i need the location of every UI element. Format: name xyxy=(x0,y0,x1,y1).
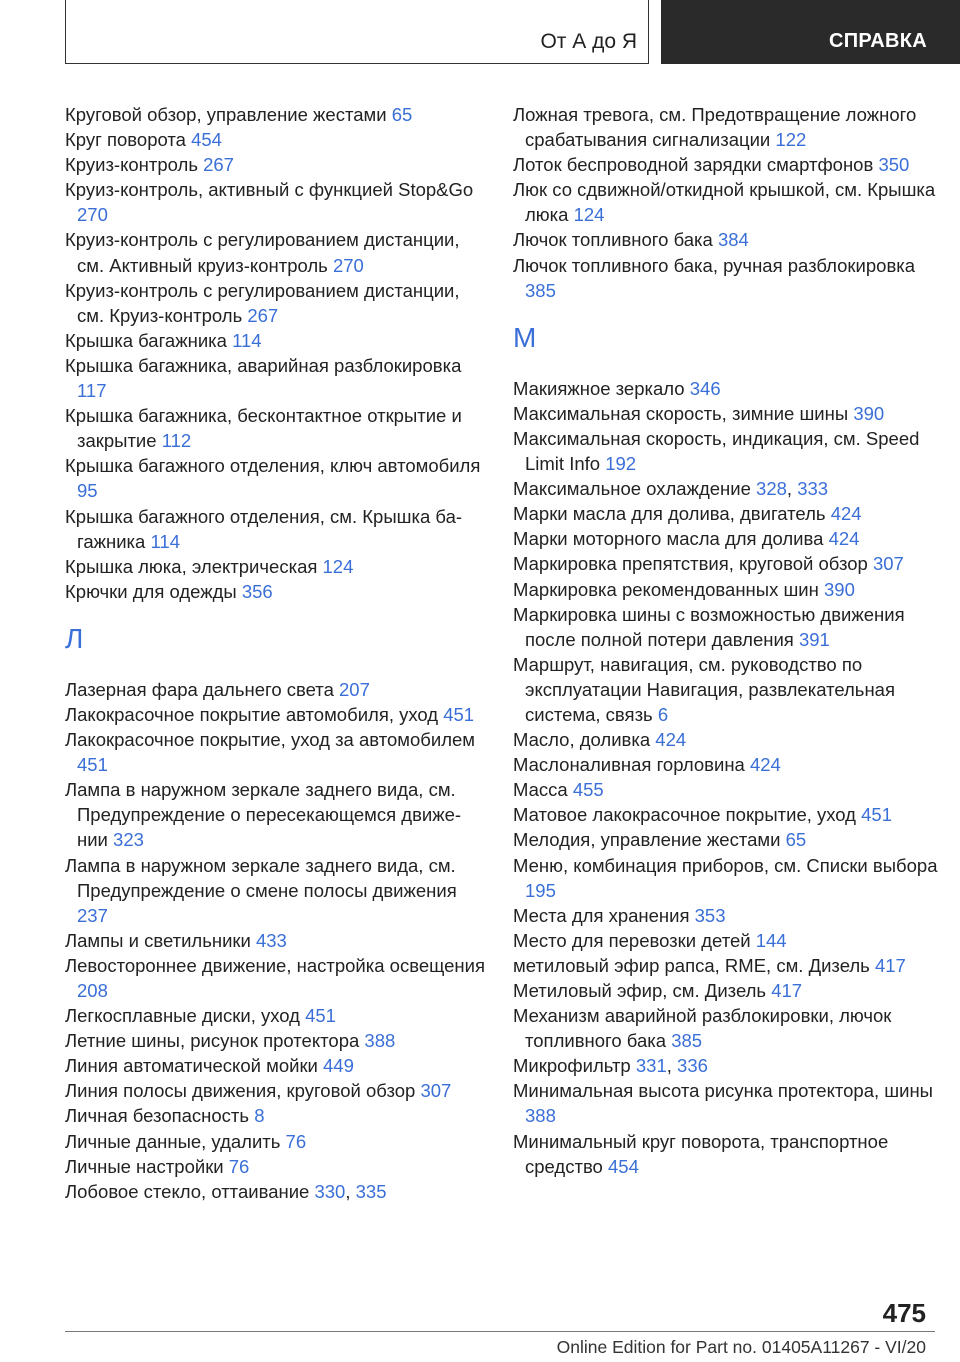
section-gap xyxy=(513,364,938,376)
index-entry-text: Маршрут, навигация, см. руководство по эксплуатации Навигация, развлекательная система, связь xyxy=(513,653,895,725)
index-entry xyxy=(513,802,938,827)
index-entry-text: Личные данные, удалить xyxy=(65,1130,281,1152)
page-link[interactable]: 65 xyxy=(785,829,807,851)
index-entry-text: Макияжное зеркало xyxy=(513,377,685,399)
index-entry-text: Марки моторного масла для долива xyxy=(513,528,824,550)
index-entry xyxy=(65,1053,485,1078)
page-link[interactable]: 307 xyxy=(420,1080,452,1102)
index-entry-text: Круиз-контроль, активный с функцией Stop&Go xyxy=(65,179,474,201)
index-entry xyxy=(65,777,485,852)
index-entry-text: Крышка люка, электрическая xyxy=(65,555,318,577)
index-entry xyxy=(513,978,938,1003)
page-link[interactable]: 451 xyxy=(861,804,892,826)
index-entry xyxy=(513,1129,938,1179)
section-tab[interactable] xyxy=(661,0,960,64)
index-entry xyxy=(513,177,938,227)
index-entry xyxy=(513,401,938,426)
index-entry-text: метиловый эфир рапса, RME, см. Дизель xyxy=(513,954,870,976)
index-entry-text: Место для перевозки детей xyxy=(513,929,751,951)
index-entry xyxy=(513,227,938,252)
page-link[interactable]: 390 xyxy=(853,402,885,424)
index-column-right xyxy=(513,102,938,1179)
index-entry xyxy=(65,1003,485,1028)
index-entry-text: Крышка багажника, аварийная разблокировка xyxy=(65,354,462,376)
index-entry-text: Лючок топливного бака, ручная разблокировка xyxy=(513,254,916,276)
index-entry-text: Меню, комбинация приборов, см. Списки выбора xyxy=(513,854,938,876)
index-entry xyxy=(65,727,485,777)
index-entry-text: Крышка багажника xyxy=(65,329,227,351)
index-entry-text: Крючки для одежды xyxy=(65,580,237,602)
index-entry xyxy=(513,102,938,152)
index-entry-text: Маркировка шины с возможностью движения после полной потери давления xyxy=(513,603,905,650)
page-link[interactable]: 451 xyxy=(305,1005,336,1027)
index-entry-text: Лазерная фара дальнего света xyxy=(65,678,334,700)
index-entry xyxy=(65,953,485,1003)
page-link[interactable]: 424 xyxy=(830,503,862,525)
page-link[interactable]: 192 xyxy=(605,453,637,475)
page-link[interactable]: 307 xyxy=(872,553,904,575)
page-link[interactable]: 388 xyxy=(364,1030,396,1052)
page-link[interactable]: 335 xyxy=(355,1180,387,1202)
page-link[interactable]: 391 xyxy=(798,628,830,650)
index-entry: Лобовое стекло, оттаивание 330, 335 xyxy=(65,1180,387,1202)
index-entry: Микрофильтр 331, 336 xyxy=(513,1055,708,1077)
index-entry-text: Круиз-контроль с регулированием дистанции, см. Круиз-контроль xyxy=(65,279,460,326)
page-link[interactable]: 424 xyxy=(749,754,781,776)
index-entry xyxy=(513,953,938,978)
page-link[interactable]: 454 xyxy=(191,129,222,151)
index-entry-text: Круиз-контроль xyxy=(65,154,198,176)
index-entry-text: Минимальная высота рисунка протектора, шины xyxy=(513,1080,933,1102)
page-link[interactable]: 384 xyxy=(717,229,749,251)
index-entry-text: Лючок топливного бака xyxy=(513,229,713,251)
section-tab-label: СПРАВКА xyxy=(828,30,927,52)
page-link[interactable]: 417 xyxy=(771,980,803,1001)
page-number: 475 xyxy=(882,1298,926,1328)
page-link[interactable]: 417 xyxy=(874,954,906,976)
page-link[interactable]: 424 xyxy=(655,729,687,751)
index-entry xyxy=(513,928,938,953)
index-entry-text: Лобовое стекло, оттаивание xyxy=(65,1180,310,1202)
index-entry-text: Маркировка рекомендованных шин xyxy=(513,578,819,600)
edition-text: Online Edition for Part no. 01405A11267 - VI/20 xyxy=(556,1337,926,1357)
page-link[interactable]: 95 xyxy=(77,480,98,502)
page-link[interactable]: 424 xyxy=(828,528,860,550)
page-link[interactable]: 267 xyxy=(203,154,234,176)
index-entry xyxy=(513,727,938,752)
page-link[interactable]: 455 xyxy=(572,779,604,801)
page-link[interactable]: 433 xyxy=(255,929,287,951)
index-entry xyxy=(65,127,485,152)
page-link[interactable]: 144 xyxy=(755,929,787,951)
page-link[interactable]: 117 xyxy=(77,380,107,402)
index-entry xyxy=(65,1129,485,1154)
page-link[interactable]: 270 xyxy=(77,204,108,226)
index-entry-text: Максимальная скорость, зимние шины xyxy=(513,402,849,424)
page-link[interactable]: 356 xyxy=(241,580,273,602)
index-entry xyxy=(65,1028,485,1053)
index-entry xyxy=(513,253,938,303)
index-entry: Максимальное охлаждение 328, 333 xyxy=(513,478,829,500)
page-link[interactable]: 76 xyxy=(285,1130,307,1152)
page-link[interactable]: 388 xyxy=(525,1105,556,1127)
index-entry-text: Крышка багажного отделения, ключ автомобиля xyxy=(65,455,481,477)
page-link[interactable]: 353 xyxy=(694,904,726,926)
index-entry-text: Метиловый эфир, см. Дизель xyxy=(513,980,767,1001)
index-entry-text: Линия полосы движения, круговой обзор xyxy=(65,1080,416,1102)
index-entry-text: Механизм аварийной разблокировки, лючок топливного бака xyxy=(513,1005,892,1052)
index-entry-text: Минимальный круг поворота, транспортное средство xyxy=(513,1130,889,1177)
page-link[interactable]: 237 xyxy=(77,904,108,926)
index-entry-text: Максимальное охлаждение xyxy=(513,478,751,500)
breadcrumb[interactable]: От А до Я xyxy=(540,30,637,53)
page-link[interactable]: 124 xyxy=(322,555,354,577)
index-entry xyxy=(65,177,485,227)
page-link[interactable]: 385 xyxy=(525,279,556,301)
index-entry-text: Лампы и светильники xyxy=(65,929,251,951)
page-link[interactable]: 8 xyxy=(254,1105,265,1127)
index-entry-text: Лоток беспроводной зарядки смартфонов xyxy=(513,154,874,176)
page-link[interactable]: 390 xyxy=(824,578,855,600)
page-link[interactable]: 6 xyxy=(657,703,669,725)
index-entry xyxy=(65,677,485,702)
page-link[interactable]: 122 xyxy=(775,129,807,151)
index-entry xyxy=(513,602,938,652)
index-entry-text: Места для хранения xyxy=(513,904,690,926)
index-entry xyxy=(513,376,938,401)
index-entry xyxy=(65,102,485,127)
page-link[interactable]: 114 xyxy=(150,530,180,552)
page-link[interactable]: 323 xyxy=(113,829,144,851)
section-heading xyxy=(65,604,485,665)
index-entry xyxy=(65,928,485,953)
index-entry-text: Маркировка препятствия, круговой обзор xyxy=(513,553,868,575)
page-link[interactable]: 346 xyxy=(689,377,721,399)
index-entry-text: Легкосплавные диски, уход xyxy=(65,1005,300,1027)
index-entry xyxy=(513,903,938,928)
index-entry xyxy=(65,278,485,328)
index-entry xyxy=(513,426,938,476)
index-entry-text: Летние шины, рисунок протектора xyxy=(65,1030,360,1052)
index-entry-text: Масло, доливка xyxy=(513,729,651,751)
index-column-left xyxy=(65,102,485,1204)
index-entry-text: Крышка багажника, бесконтактное открытие и закрытие xyxy=(65,405,462,452)
index-entry xyxy=(65,353,485,403)
index-entry xyxy=(65,579,485,604)
page-link[interactable]: 112 xyxy=(161,430,192,452)
index-entry-text: Левостороннее движение, настройка освещения xyxy=(65,954,485,976)
index-entry-text: Максимальная скорость, индикация, см. Speed Limit Info xyxy=(513,427,920,475)
index-entry xyxy=(65,1078,485,1103)
index-entry-text: Круиз-контроль с регулированием дистанции, см. Активный круиз-контроль xyxy=(65,229,460,276)
index-entry xyxy=(65,1154,485,1179)
index-entry-text: Лампа в наружном зеркале заднего вида, см. Предупреждение о смене полосы движения xyxy=(65,854,457,901)
index-entry-text: Крышка багажного отделения, см. Крышка багажника xyxy=(65,505,463,552)
index-entry xyxy=(65,227,485,277)
section-heading xyxy=(513,303,938,364)
index-entry-text: Личная безопасность xyxy=(65,1105,250,1127)
index-entry xyxy=(65,504,485,554)
index-entry-text: Лакокрасочное покрытие автомобиля, уход xyxy=(65,703,439,725)
index-entry xyxy=(513,1078,938,1128)
page-link[interactable]: 333 xyxy=(797,478,829,500)
page-link[interactable]: 350 xyxy=(878,154,910,176)
index-entry xyxy=(513,752,938,777)
index-entry xyxy=(65,403,485,453)
page-link[interactable]: 124 xyxy=(573,204,605,226)
section-letter: Л xyxy=(65,622,84,654)
index-entry xyxy=(65,453,485,503)
index-entry-text: Маслоналивная горловина xyxy=(513,754,745,776)
index-entry xyxy=(513,526,938,551)
index-entry xyxy=(513,652,938,727)
page-link[interactable]: 65 xyxy=(391,104,413,125)
index-entry-text: Личные настройки xyxy=(65,1155,224,1177)
index-entry-text: Мелодия, управление жестами xyxy=(513,829,781,851)
index-entry-text: Ложная тревога, см. Предотвращение ложного срабатывания сигнализации xyxy=(513,104,917,151)
page-link[interactable]: 451 xyxy=(443,703,475,725)
index-entry-text: Микрофильтр xyxy=(513,1055,631,1077)
index-entry xyxy=(513,551,938,576)
index-entry xyxy=(513,853,938,903)
index-entry xyxy=(513,577,938,602)
page-link[interactable]: 449 xyxy=(323,1055,354,1077)
index-entry xyxy=(65,702,485,727)
page-link[interactable]: 454 xyxy=(608,1155,639,1177)
index-entry xyxy=(65,1103,485,1128)
index-entry xyxy=(513,501,938,526)
page-link[interactable]: 195 xyxy=(525,879,556,901)
page-link[interactable]: 207 xyxy=(339,678,370,700)
page-link[interactable]: 267 xyxy=(247,304,279,326)
page-link[interactable]: 328 xyxy=(756,478,787,500)
index-entry xyxy=(513,152,938,177)
index-entry xyxy=(513,1003,938,1053)
section-gap xyxy=(65,665,485,677)
page-link[interactable]: 331 xyxy=(635,1055,667,1077)
page-link[interactable]: 336 xyxy=(677,1055,708,1077)
page-link[interactable]: 76 xyxy=(228,1155,250,1177)
index-entry-text: Лампа в наружном зеркале заднего вида, см. Предупреждение о пересекающемся движении xyxy=(65,779,462,851)
index-entry-text: Лакокрасочное покрытие, уход за автомобилем xyxy=(65,729,475,751)
index-entry-text: Линия автоматической мойки xyxy=(65,1055,318,1077)
index-entry-text: Масса xyxy=(513,779,568,801)
page-link[interactable]: 385 xyxy=(671,1030,703,1052)
index-entry xyxy=(513,777,938,802)
section-letter: М xyxy=(513,321,537,353)
index-entry-text: Круговой обзор, управление жестами xyxy=(65,104,387,125)
index-entry xyxy=(65,554,485,579)
index-entry xyxy=(65,853,485,928)
page-link[interactable]: 330 xyxy=(314,1180,346,1202)
page-link[interactable]: 270 xyxy=(332,254,364,276)
index-entry-text: Марки масла для долива, двигатель xyxy=(513,503,826,525)
index-entry xyxy=(65,152,485,177)
page-link[interactable]: 114 xyxy=(232,329,262,351)
index-entry xyxy=(65,328,485,353)
page-link[interactable]: 451 xyxy=(77,754,108,776)
index-entry xyxy=(513,827,938,852)
index-entry-text: Круг поворота xyxy=(65,129,186,151)
index-entry-text: Люк со сдвижной/откидной крышкой, см. Крышка люка xyxy=(513,179,936,226)
footer-divider xyxy=(65,1331,935,1332)
index-entry-text: Матовое лакокрасочное покрытие, уход xyxy=(513,804,856,826)
page-link[interactable]: 208 xyxy=(77,980,108,1001)
